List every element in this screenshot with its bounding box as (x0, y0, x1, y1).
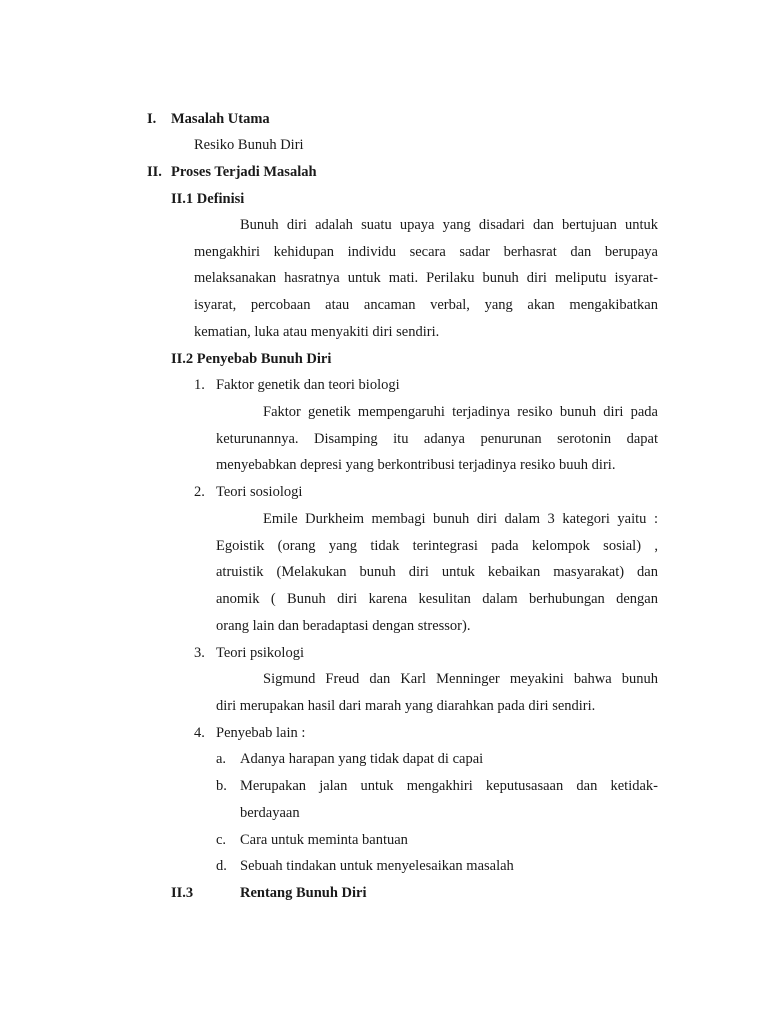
sub-item-letter: a. (216, 751, 227, 767)
paragraph-line: mengakhiri kehidupan individu secara sadar berhasrat dan berupaya (194, 244, 658, 260)
subsection-title: II.2 Penyebab Bunuh Diri (171, 351, 332, 367)
paragraph-line: Bunuh diri adalah suatu upaya yang disadari dan bertujuan untuk (240, 217, 658, 233)
list-item-title: Teori psikologi (216, 645, 304, 661)
paragraph-line: Faktor genetik mempengaruhi terjadinya resiko bunuh diri pada (263, 404, 658, 420)
list-number: 4. (194, 725, 205, 741)
paragraph-line: melaksanakan hasratnya untuk mati. Perilaku bunuh diri meliputu isyarat- (194, 270, 658, 286)
list-number: 1. (194, 377, 205, 393)
sub-item-text: Sebuah tindakan untuk menyelesaikan masalah (240, 858, 514, 874)
section-number: II. (147, 164, 162, 180)
paragraph-line: anomik ( Bunuh diri karena kesulitan dalam berhubungan dengan (216, 591, 658, 607)
paragraph-line: Egoistik (orang yang tidak terintegrasi pada kelompok sosial) , (216, 538, 658, 554)
sub-item-letter: d. (216, 858, 227, 874)
list-item-title: Teori sosiologi (216, 484, 303, 500)
section-title: Masalah Utama (171, 111, 270, 127)
section-title: Proses Terjadi Masalah (171, 164, 317, 180)
paragraph-line: kematian, luka atau menyakiti diri sendiri. (194, 324, 440, 340)
sub-item-letter: c. (216, 832, 227, 848)
paragraph-line: atruistik (Melakukan bunuh diri untuk kebaikan masyarakat) dan (216, 564, 658, 580)
paragraph-line: Emile Durkheim membagi bunuh diri dalam 3 kategori yaitu : (263, 511, 658, 527)
section-number: I. (147, 111, 157, 127)
paragraph-line: keturunannya. Disamping itu adanya penurunan serotonin dapat (216, 431, 658, 447)
list-number: 2. (194, 484, 205, 500)
subsection-number: II.3 (171, 885, 194, 901)
paragraph-line: orang lain dan beradaptasi dengan stressor). (216, 618, 471, 634)
section-content: Resiko Bunuh Diri (194, 137, 304, 153)
paragraph-line: isyarat, percobaan atau ancaman verbal, yang akan mengakibatkan (194, 297, 658, 313)
sub-item-text: berdayaan (240, 805, 300, 821)
sub-item-text: Cara untuk meminta bantuan (240, 832, 408, 848)
list-item-title: Penyebab lain : (216, 725, 306, 741)
paragraph-line: Sigmund Freud dan Karl Menninger meyakini bahwa bunuh (263, 671, 658, 687)
sub-item-letter: b. (216, 778, 227, 794)
sub-item-text: Adanya harapan yang tidak dapat di capai (240, 751, 484, 767)
list-item-title: Faktor genetik dan teori biologi (216, 377, 400, 393)
paragraph-line: diri merupakan hasil dari marah yang diarahkan pada diri sendiri. (216, 698, 596, 714)
subsection-title: II.1 Definisi (171, 191, 245, 207)
paragraph-line: menyebabkan depresi yang berkontribusi terjadinya resiko buuh diri. (216, 457, 616, 473)
subsection-title: Rentang Bunuh Diri (240, 885, 367, 901)
list-number: 3. (194, 645, 205, 661)
sub-item-text: Merupakan jalan untuk mengakhiri keputusasaan dan ketidak- (240, 778, 658, 794)
